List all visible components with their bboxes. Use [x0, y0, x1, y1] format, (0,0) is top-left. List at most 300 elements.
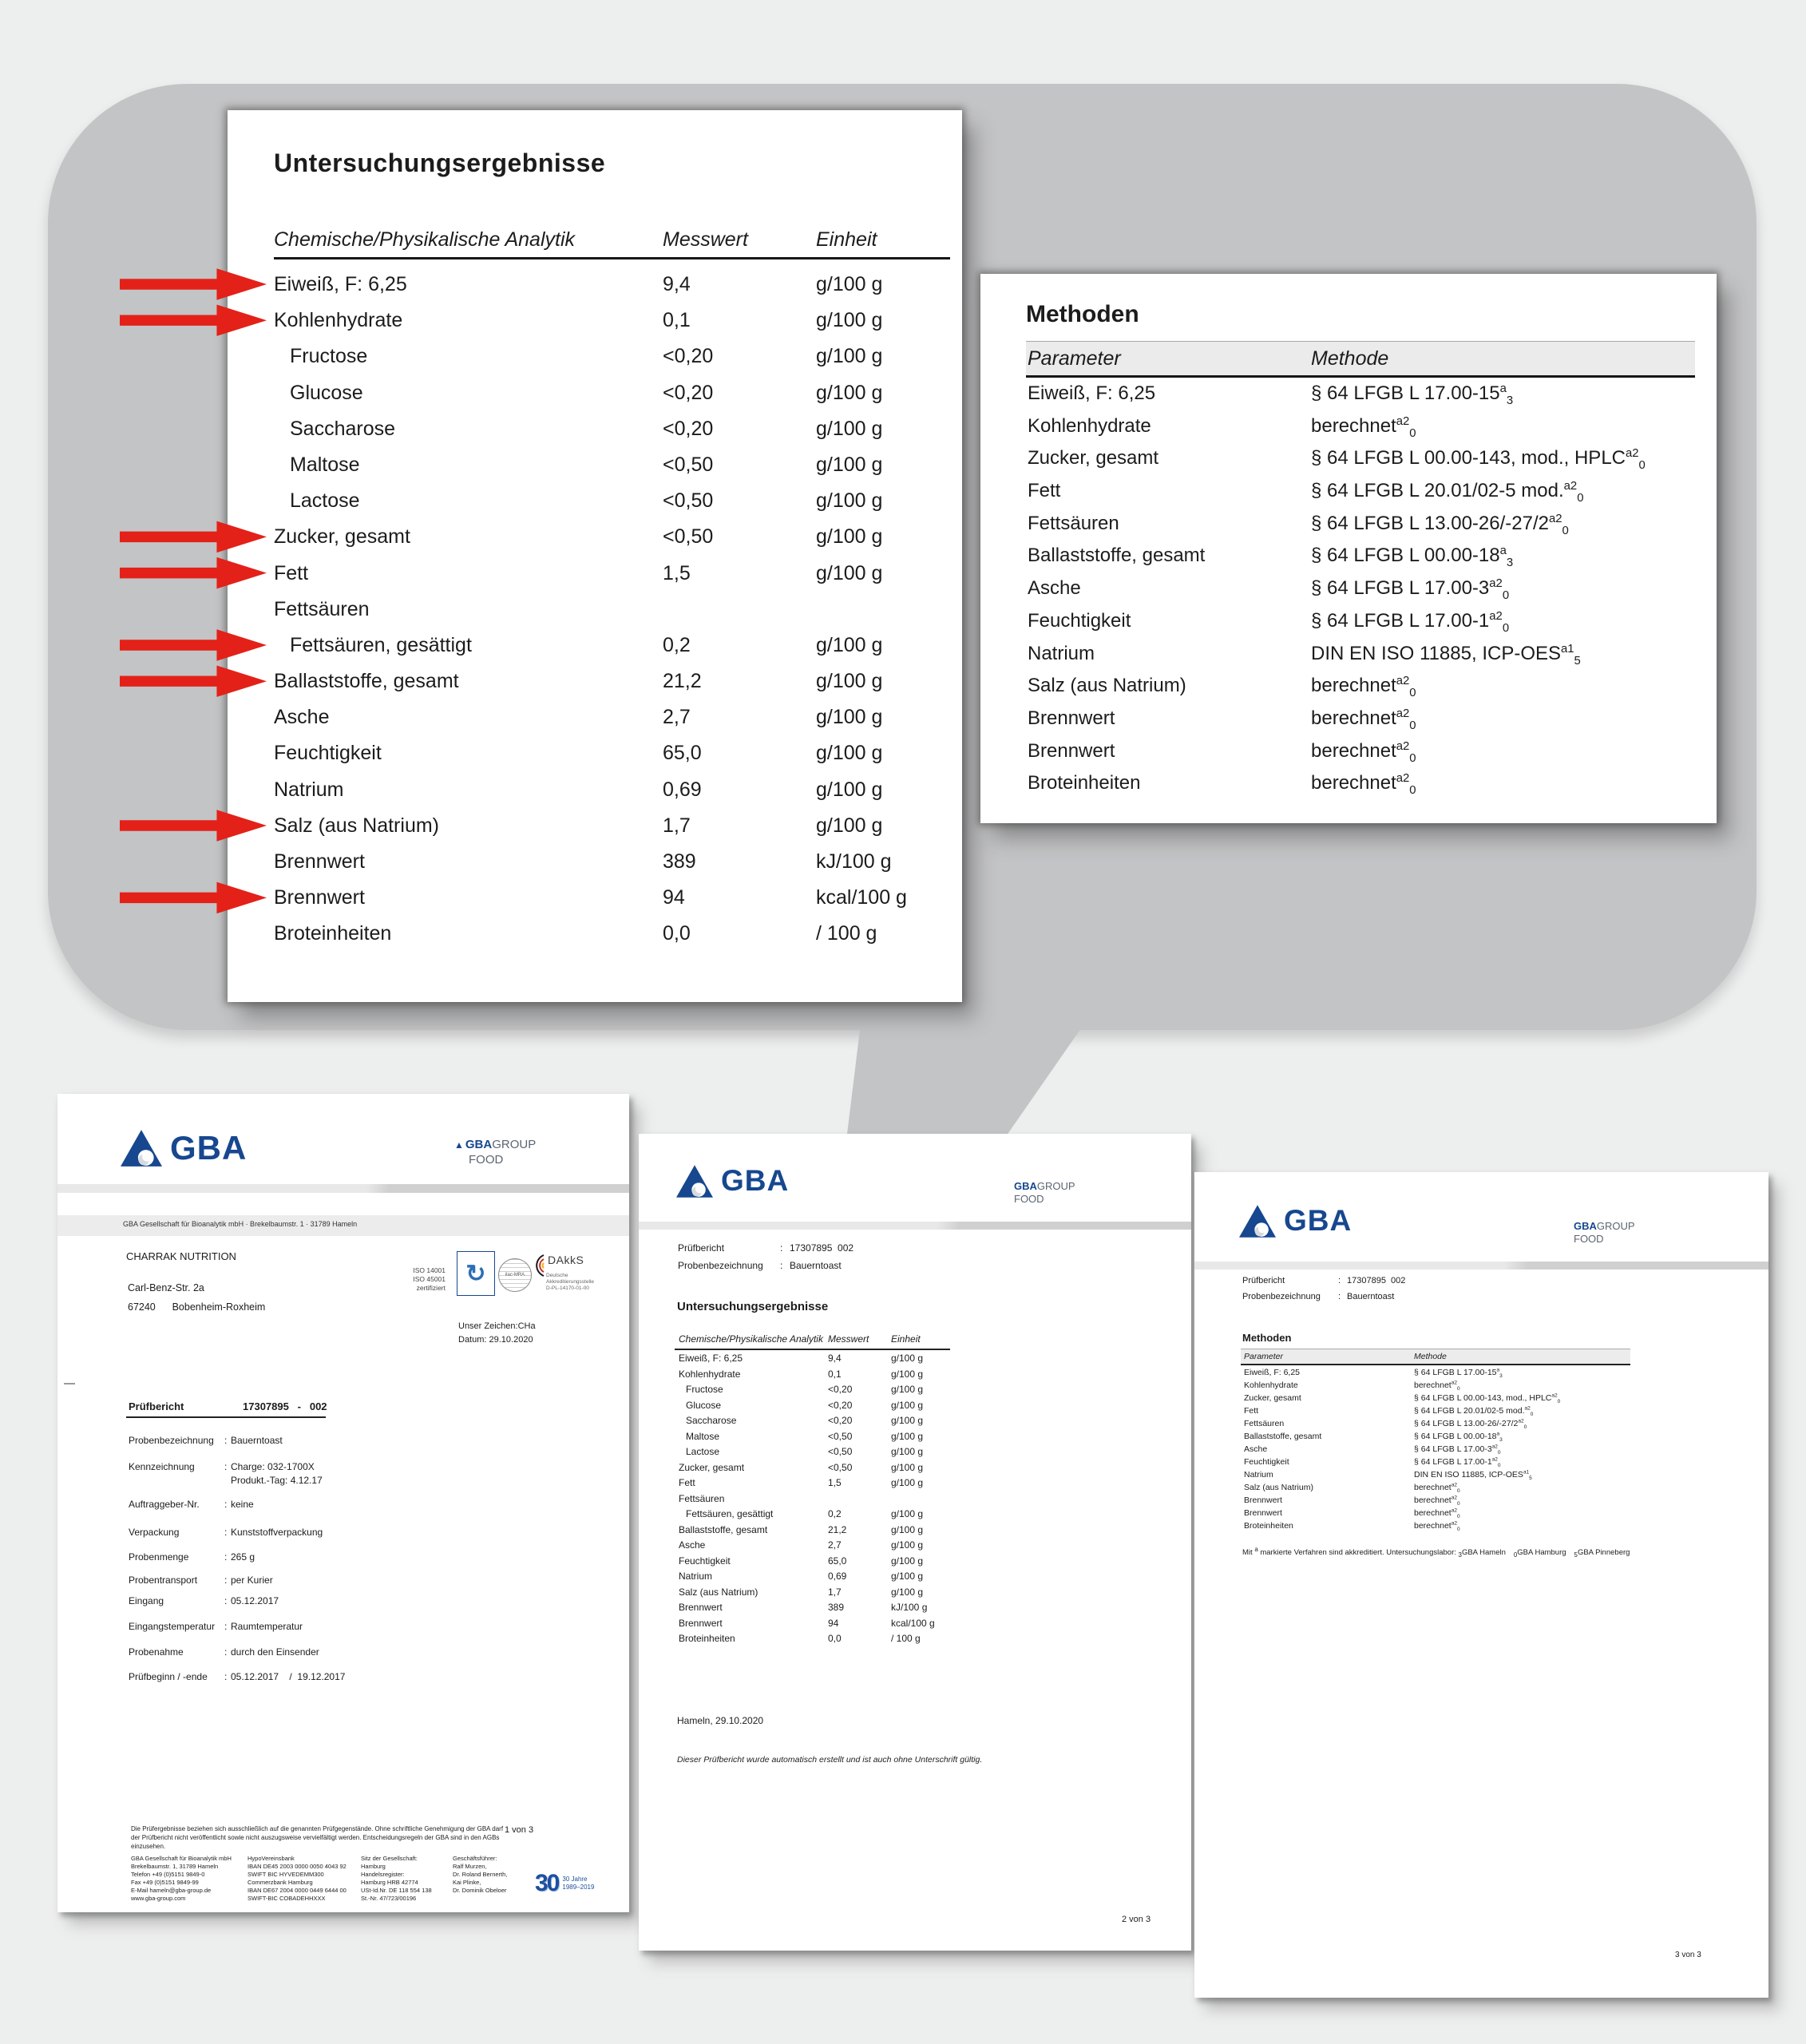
table-row: [1241, 1519, 1630, 1532]
table-row: [274, 411, 950, 447]
row-label: Fructose: [686, 1384, 723, 1395]
reference-block: [458, 1320, 536, 1347]
method-footnote-sup: a1: [1561, 642, 1574, 656]
page-number-1: 1 von 3: [505, 1825, 534, 1835]
row-unit: g/100 g: [816, 670, 883, 693]
row-value: 1,5: [663, 561, 691, 584]
sample-value: Bauerntoast: [790, 1260, 842, 1271]
detail-value: 05.12.2017 / 19.12.2017: [231, 1671, 346, 1682]
row-value: 2,7: [828, 1539, 842, 1551]
method-value: [1311, 508, 1569, 541]
fold-mark: [64, 1383, 75, 1384]
table-row: [1241, 1404, 1630, 1417]
row-value: <0,20: [828, 1384, 853, 1395]
row-unit: g/100 g: [891, 1586, 924, 1598]
row-label: Brennwert: [274, 850, 365, 873]
method-value: [1311, 442, 1646, 475]
lab-sub: 5: [1574, 1551, 1578, 1559]
jubilee-caption-2: 1989–2019: [562, 1884, 595, 1891]
method-lab-sub: 0: [1456, 1488, 1460, 1495]
method-text: § 64 LFGB L 00.00-18: [1311, 545, 1500, 567]
method-value: [1414, 1456, 1501, 1468]
row-unit: g/100 g: [891, 1539, 924, 1551]
colon: :: [780, 1242, 783, 1254]
method-text: berechnet: [1311, 707, 1396, 729]
report-label: Prüfbericht: [1242, 1276, 1285, 1285]
sample-label: Probenbezeichnung: [678, 1260, 763, 1271]
row-value: <0,50: [828, 1430, 853, 1442]
col-analytik: Chemische/Physikalische Analytik: [274, 228, 576, 251]
footer-line: www.gba-group.com: [131, 1895, 186, 1902]
footer-line: E-Mail hameln@gba-group.de: [131, 1887, 212, 1894]
row-label: Broteinheiten: [274, 922, 392, 945]
method-lab-sub: 0: [1456, 1527, 1460, 1533]
method-param: Brennwert: [1028, 739, 1115, 762]
method-footnote-sup: a2: [1451, 1520, 1457, 1527]
table-row: [1241, 1430, 1630, 1443]
method-value: [1311, 378, 1513, 410]
row-label: Maltose: [290, 453, 360, 476]
method-footnote-sup: a2: [1524, 1405, 1531, 1412]
dakks-caption-1: Deutsche: [546, 1273, 568, 1278]
detail-label: Prüfbeginn / -ende: [129, 1671, 208, 1682]
method-text: § 64 LFGB L 20.01/02-5 mod.: [1414, 1406, 1525, 1416]
row-value: 389: [663, 850, 696, 873]
report-number: 17307895 002: [1347, 1276, 1406, 1285]
method-lab-sub: 0: [1562, 524, 1569, 537]
method-param: Brennwert: [1244, 1508, 1282, 1518]
row-label: Lactose: [686, 1446, 720, 1457]
method-text: DIN EN ISO 11885, ICP-OES: [1414, 1470, 1523, 1480]
table-row: [1241, 1507, 1630, 1519]
method-param: Fettsäuren: [1028, 512, 1119, 534]
method-param: Eiweiß, F: 6,25: [1244, 1368, 1301, 1377]
method-footnote-sup: a2: [1489, 609, 1503, 623]
row-unit: g/100 g: [816, 453, 883, 476]
gba-group-mark: [1014, 1180, 1075, 1206]
sample-label: Probenbezeichnung: [1242, 1292, 1321, 1301]
method-value: [1414, 1481, 1460, 1494]
row-label: Fett: [679, 1477, 695, 1488]
gba-group-food: FOOD: [469, 1152, 504, 1167]
table-row: [1026, 378, 1695, 410]
method-value: [1311, 410, 1416, 443]
row-unit: g/100 g: [891, 1368, 924, 1380]
method-param: Eiweiß, F: 6,25: [1028, 382, 1156, 404]
method-text: § 64 LFGB L 17.00-15: [1414, 1368, 1497, 1377]
footer-line: HypoVereinsbank: [248, 1855, 295, 1862]
method-value: [1414, 1392, 1560, 1404]
method-param: Natrium: [1028, 642, 1095, 664]
footer-line: SWIFT-BIC COBADEHHXXX: [248, 1895, 326, 1902]
method-text: berechnet: [1311, 772, 1396, 794]
table-row: [274, 808, 950, 844]
gba-triangle-icon: [1239, 1205, 1276, 1238]
row-value: <0,20: [663, 345, 714, 368]
col-methode: Methode: [1311, 347, 1389, 370]
unser-zeichen: Unser Zeichen:CHa: [458, 1321, 536, 1331]
table-row: [274, 267, 950, 303]
method-value: [1414, 1519, 1460, 1532]
row-value: 0,69: [663, 778, 702, 801]
table-row: [274, 916, 950, 952]
table-row: [675, 1367, 962, 1383]
method-param: Broteinheiten: [1244, 1521, 1293, 1531]
row-label: Salz (aus Natrium): [679, 1586, 758, 1598]
footer-bank-col: [248, 1855, 363, 1903]
table-row: [274, 592, 950, 628]
gba-group-mark: [1574, 1220, 1635, 1246]
row-unit: g/100 g: [891, 1477, 924, 1488]
iso-line-1: ISO 14001: [413, 1266, 446, 1274]
method-value: [1414, 1443, 1501, 1456]
header-divider-band: [57, 1184, 629, 1193]
row-unit: g/100 g: [891, 1571, 924, 1582]
method-lab-sub: 0: [1409, 426, 1416, 440]
row-label: Fettsäuren: [274, 597, 370, 620]
dakks-caption: [546, 1273, 594, 1292]
colon: :: [1338, 1292, 1341, 1301]
row-label: Brennwert: [679, 1617, 723, 1629]
row-label: Fructose: [290, 345, 368, 368]
method-footnote-sup: a2: [1396, 772, 1410, 786]
page-number-2: 2 von 3: [1122, 1915, 1151, 1924]
report-page-3: [1194, 1172, 1768, 1998]
place-date: Hameln, 29.10.2020: [677, 1715, 764, 1726]
row-label: Asche: [274, 706, 330, 729]
disclaimer-text: Die Prüfergebnisse beziehen sich ausschließlich auf die genannten Prüfgegenstände. Ohne schriftliche Genehmigung der GBA darf der Prüfbericht nicht veröffentlicht sowie nicht auszugsweise vervielfältigt werden. Entscheidungsregeln der GBA sind in den AGBs einzusehen.: [131, 1825, 504, 1850]
row-value: 9,4: [663, 273, 691, 295]
table-row: [274, 303, 950, 339]
method-lab-sub: 3: [1499, 1437, 1503, 1444]
colon: :: [224, 1435, 228, 1446]
table-row: [274, 628, 950, 664]
table-row: [274, 339, 950, 374]
row-unit: g/100 g: [891, 1523, 924, 1535]
table-row: [675, 1523, 962, 1539]
row-label: Fett: [274, 561, 309, 584]
qs-cert-logo-icon: ↻: [457, 1251, 495, 1296]
colon: :: [224, 1621, 228, 1632]
colon: :: [224, 1551, 228, 1563]
row-label: Kohlenhydrate: [679, 1368, 741, 1380]
method-param: Broteinheiten: [1028, 772, 1141, 794]
ilac-mra-logo-icon: [498, 1258, 532, 1292]
row-unit: g/100 g: [816, 742, 883, 765]
row-value: 389: [828, 1602, 845, 1613]
table-row: [675, 1444, 962, 1460]
gba-wordmark: GBA: [170, 1129, 248, 1167]
row-value: 94: [663, 886, 685, 909]
gba-group-rest: GROUP: [492, 1138, 537, 1151]
row-unit: / 100 g: [891, 1633, 921, 1644]
gba-group-bold: GBA: [465, 1138, 493, 1151]
row-value: 0,0: [828, 1633, 842, 1644]
table-row: [1241, 1468, 1630, 1481]
method-lab-sub: 3: [1506, 557, 1514, 570]
dakks-caption-2: Akkreditierungsstelle: [546, 1279, 594, 1285]
method-footnote-sup: a2: [1563, 480, 1578, 493]
method-footnote-sup: a2: [1451, 1495, 1457, 1501]
method-value: [1414, 1494, 1460, 1507]
method-lab-sub: 0: [1497, 1463, 1501, 1469]
row-value: <0,50: [828, 1461, 853, 1473]
table-row: [1241, 1366, 1630, 1379]
footer-line: IBAN DE67 2004 0000 0449 6444 00: [248, 1887, 347, 1894]
method-param: Asche: [1244, 1444, 1268, 1454]
footer-line: Ralf Murzen,: [453, 1863, 487, 1870]
note-sup: a: [1254, 1546, 1258, 1553]
table-row: [675, 1429, 962, 1445]
table-row: [1026, 703, 1695, 735]
table-row: [274, 483, 950, 519]
gba-group-triangle-icon: ▲: [454, 1139, 464, 1151]
row-value: 65,0: [663, 742, 702, 765]
methods-table-body: [1241, 1366, 1630, 1532]
table-row: [1026, 410, 1695, 443]
row-label: Fettsäuren: [679, 1492, 725, 1504]
row-value: 0,2: [663, 633, 691, 656]
table-row: [675, 1631, 962, 1647]
method-text: berechnet: [1311, 414, 1396, 437]
method-param: Brennwert: [1028, 707, 1115, 729]
footer-line: USt-Id.Nr. DE 118 554 138: [361, 1887, 432, 1894]
colon: :: [780, 1260, 783, 1271]
footer-line: Commerzbank Hamburg: [248, 1879, 313, 1886]
method-text: berechnet: [1414, 1495, 1452, 1505]
methods-zoom-panel: [980, 274, 1717, 823]
table-row: [274, 556, 950, 592]
detail-label: Probenbezeichnung: [129, 1435, 214, 1446]
row-label: Salz (aus Natrium): [274, 814, 439, 837]
row-label: Eiweiß, F: 6,25: [679, 1353, 743, 1364]
method-param: Fett: [1028, 480, 1061, 502]
row-label: Feuchtigkeit: [679, 1555, 731, 1567]
datum: Datum: 29.10.2020: [458, 1335, 533, 1345]
col-parameter: Parameter: [1244, 1352, 1284, 1361]
method-footnote-sup: a2: [1551, 1392, 1558, 1399]
method-footnote-sup: a2: [1626, 447, 1639, 461]
row-unit: g/100 g: [891, 1461, 924, 1473]
row-value: <0,50: [663, 453, 714, 476]
footer-line: St.-Nr. 47/723/00196: [361, 1895, 417, 1902]
method-text: berechnet: [1311, 739, 1396, 762]
note-mid: markierte Verfahren sind akkreditiert. Untersuchungslabor:: [1257, 1548, 1459, 1558]
method-param: Salz (aus Natrium): [1244, 1483, 1313, 1492]
row-value: 2,7: [663, 706, 691, 729]
colon: :: [224, 1461, 228, 1472]
detail-label: Verpackung: [129, 1527, 180, 1538]
method-value: [1414, 1379, 1460, 1392]
methods-title: Methoden: [1026, 301, 1139, 327]
colon: :: [224, 1595, 228, 1606]
gba-group-bold: GBA: [1574, 1220, 1597, 1232]
method-text: § 64 LFGB L 13.00-26/-27/2: [1414, 1419, 1519, 1428]
row-value: 1,7: [828, 1586, 842, 1598]
results-table-body: [274, 267, 950, 953]
row-value: 65,0: [828, 1555, 847, 1567]
method-text: DIN EN ISO 11885, ICP-OES: [1311, 642, 1561, 664]
method-param: Asche: [1028, 577, 1081, 600]
detail-value: Raumtemperatur: [231, 1621, 303, 1632]
gba-triangle-icon: [676, 1165, 713, 1198]
method-text: § 64 LFGB L 17.00-3: [1311, 577, 1490, 600]
dakks-label: DAkkS: [548, 1254, 584, 1266]
row-unit: kcal/100 g: [891, 1617, 935, 1629]
table-row: [1241, 1443, 1630, 1456]
method-footnote-sup: a2: [1491, 1444, 1498, 1450]
results-zoom-panel: [228, 110, 962, 1002]
table-row: [274, 699, 950, 735]
method-footnote-sup: a2: [1396, 707, 1410, 720]
lab-name: GBA Pinneberg: [1577, 1548, 1630, 1558]
table-row: [1026, 508, 1695, 541]
row-label: Fettsäuren, gesättigt: [290, 633, 472, 656]
footer-line: Hamburg HRB 42774: [361, 1879, 418, 1886]
row-label: Zucker, gesamt: [679, 1461, 745, 1473]
gba-group-food: FOOD: [1574, 1233, 1604, 1246]
method-lab-sub: 3: [1506, 394, 1514, 407]
table-row: [675, 1413, 962, 1429]
auto-generated-note: Dieser Prüfbericht wurde automatisch erstellt und ist auch ohne Unterschrift gültig.: [677, 1755, 983, 1765]
table-row: [274, 447, 950, 483]
method-value: [1414, 1417, 1527, 1430]
table-row: [1026, 735, 1695, 768]
method-lab-sub: 0: [1577, 491, 1584, 505]
method-text: berechnet: [1311, 675, 1396, 697]
header-divider-band: [1194, 1262, 1768, 1270]
method-lab-sub: 0: [1456, 1514, 1460, 1520]
method-param: Ballaststoffe, gesamt: [1028, 545, 1206, 567]
table-row: [1241, 1392, 1630, 1404]
col-analytik: Chemische/Physikalische Analytik: [679, 1333, 823, 1345]
table-row: [1026, 670, 1695, 703]
gba-logo: [676, 1164, 789, 1198]
sender-line: GBA Gesellschaft für Bioanalytik mbH · Brekelbaumstr. 1 · 31789 Hameln: [123, 1220, 358, 1228]
table-row: [1241, 1417, 1630, 1430]
table-row: [1241, 1481, 1630, 1494]
row-label: Kohlenhydrate: [274, 309, 403, 332]
report-number: 17307895 002: [790, 1242, 854, 1254]
table-row: [675, 1569, 962, 1585]
row-label: Natrium: [679, 1571, 713, 1582]
footer-registry-col: [361, 1855, 453, 1903]
method-text: berechnet: [1414, 1380, 1452, 1390]
row-value: 1,5: [828, 1477, 842, 1488]
method-param: Zucker, gesamt: [1028, 447, 1159, 469]
recipient-street: Carl-Benz-Str. 2a: [128, 1282, 204, 1293]
method-lab-sub: 0: [1409, 751, 1416, 765]
methods-title: Methoden: [1242, 1332, 1292, 1344]
method-lab-sub: 0: [1523, 1424, 1527, 1431]
iso-certification-text: [383, 1266, 446, 1293]
table-row: [675, 1616, 962, 1632]
jubilee-30-icon: 30: [535, 1870, 559, 1896]
method-param: Fettsäuren: [1244, 1419, 1285, 1428]
note-prefix: Mit: [1242, 1548, 1255, 1558]
method-lab-sub: 0: [1456, 1501, 1460, 1507]
table-row: [675, 1398, 962, 1414]
jubilee-caption-1: 30 Jahre: [562, 1876, 588, 1884]
method-param: Fett: [1244, 1406, 1259, 1416]
method-lab-sub: 0: [1530, 1412, 1534, 1418]
method-value: [1414, 1468, 1532, 1481]
method-lab-sub: 0: [1638, 459, 1646, 473]
header-divider-band: [639, 1222, 1191, 1230]
footer-line: SWIFT BIC HYVEDEMM300: [248, 1871, 324, 1878]
gba-wordmark: GBA: [1284, 1204, 1353, 1237]
colon: :: [224, 1499, 228, 1510]
footer-line: Geschäftsführer:: [453, 1855, 497, 1862]
method-footnote-sup: a: [1496, 1431, 1500, 1437]
method-footnote-sup: a2: [1396, 414, 1410, 428]
gba-group-food: FOOD: [1014, 1193, 1044, 1206]
report-page-1: [57, 1094, 629, 1912]
table-row: [274, 880, 950, 916]
row-label: Eiweiß, F: 6,25: [274, 273, 407, 295]
method-text: § 64 LFGB L 00.00-143, mod., HPLC: [1311, 447, 1626, 469]
row-label: Saccharose: [290, 417, 396, 440]
method-footnote-sup: a2: [1548, 512, 1562, 525]
row-value: 9,4: [828, 1353, 842, 1364]
row-label: Feuchtigkeit: [274, 742, 382, 765]
method-footnote-sup: a2: [1491, 1456, 1498, 1463]
method-footnote-sup: a2: [1396, 739, 1410, 753]
row-unit: g/100 g: [816, 778, 883, 801]
method-param: Natrium: [1244, 1470, 1273, 1480]
row-unit: g/100 g: [891, 1430, 924, 1442]
row-unit: g/100 g: [891, 1384, 924, 1395]
method-text: § 64 LFGB L 17.00-15: [1311, 382, 1500, 404]
method-lab-sub: 0: [1409, 784, 1416, 798]
row-unit: g/100 g: [816, 706, 883, 729]
col-einheit: Einheit: [816, 228, 877, 251]
row-unit: g/100 g: [816, 525, 883, 549]
method-footnote-sup: a2: [1451, 1482, 1457, 1488]
table-row: [1026, 638, 1695, 671]
dakks-arcs-icon: [533, 1254, 545, 1278]
detail-label: Auftraggeber-Nr.: [129, 1499, 200, 1510]
results-table-header: [675, 1333, 950, 1350]
method-value: [1414, 1430, 1503, 1443]
detail-value: 05.12.2017: [231, 1595, 279, 1606]
footer-line: Brekelbaumstr. 1, 31789 Hameln: [131, 1863, 219, 1870]
method-lab-sub: 5: [1529, 1476, 1532, 1482]
table-row: [675, 1382, 962, 1398]
row-label: Saccharose: [686, 1415, 737, 1426]
method-value: [1311, 735, 1416, 768]
detail-value-2: Produkt.-Tag: 4.12.17: [231, 1475, 323, 1486]
row-value: <0,50: [828, 1446, 853, 1457]
table-row: [274, 664, 950, 699]
colon: :: [224, 1575, 228, 1586]
footer-management-col: [453, 1855, 533, 1895]
row-unit: g/100 g: [891, 1415, 924, 1426]
method-footnote-sup: a2: [1451, 1507, 1457, 1514]
detail-value: Charge: 032-1700X: [231, 1461, 315, 1472]
results-title: Untersuchungsergebnisse: [274, 149, 606, 177]
method-lab-sub: 0: [1409, 686, 1416, 699]
row-value: <0,20: [663, 417, 714, 440]
table-row: [675, 1507, 962, 1523]
table-row: [1026, 540, 1695, 572]
sample-value: Bauerntoast: [1347, 1292, 1395, 1301]
row-label: Ballaststoffe, gesamt: [274, 670, 459, 693]
table-row: [1241, 1494, 1630, 1507]
col-parameter: Parameter: [1028, 347, 1121, 370]
report-label: Prüfbericht: [129, 1400, 184, 1412]
row-value: <0,20: [828, 1399, 853, 1411]
